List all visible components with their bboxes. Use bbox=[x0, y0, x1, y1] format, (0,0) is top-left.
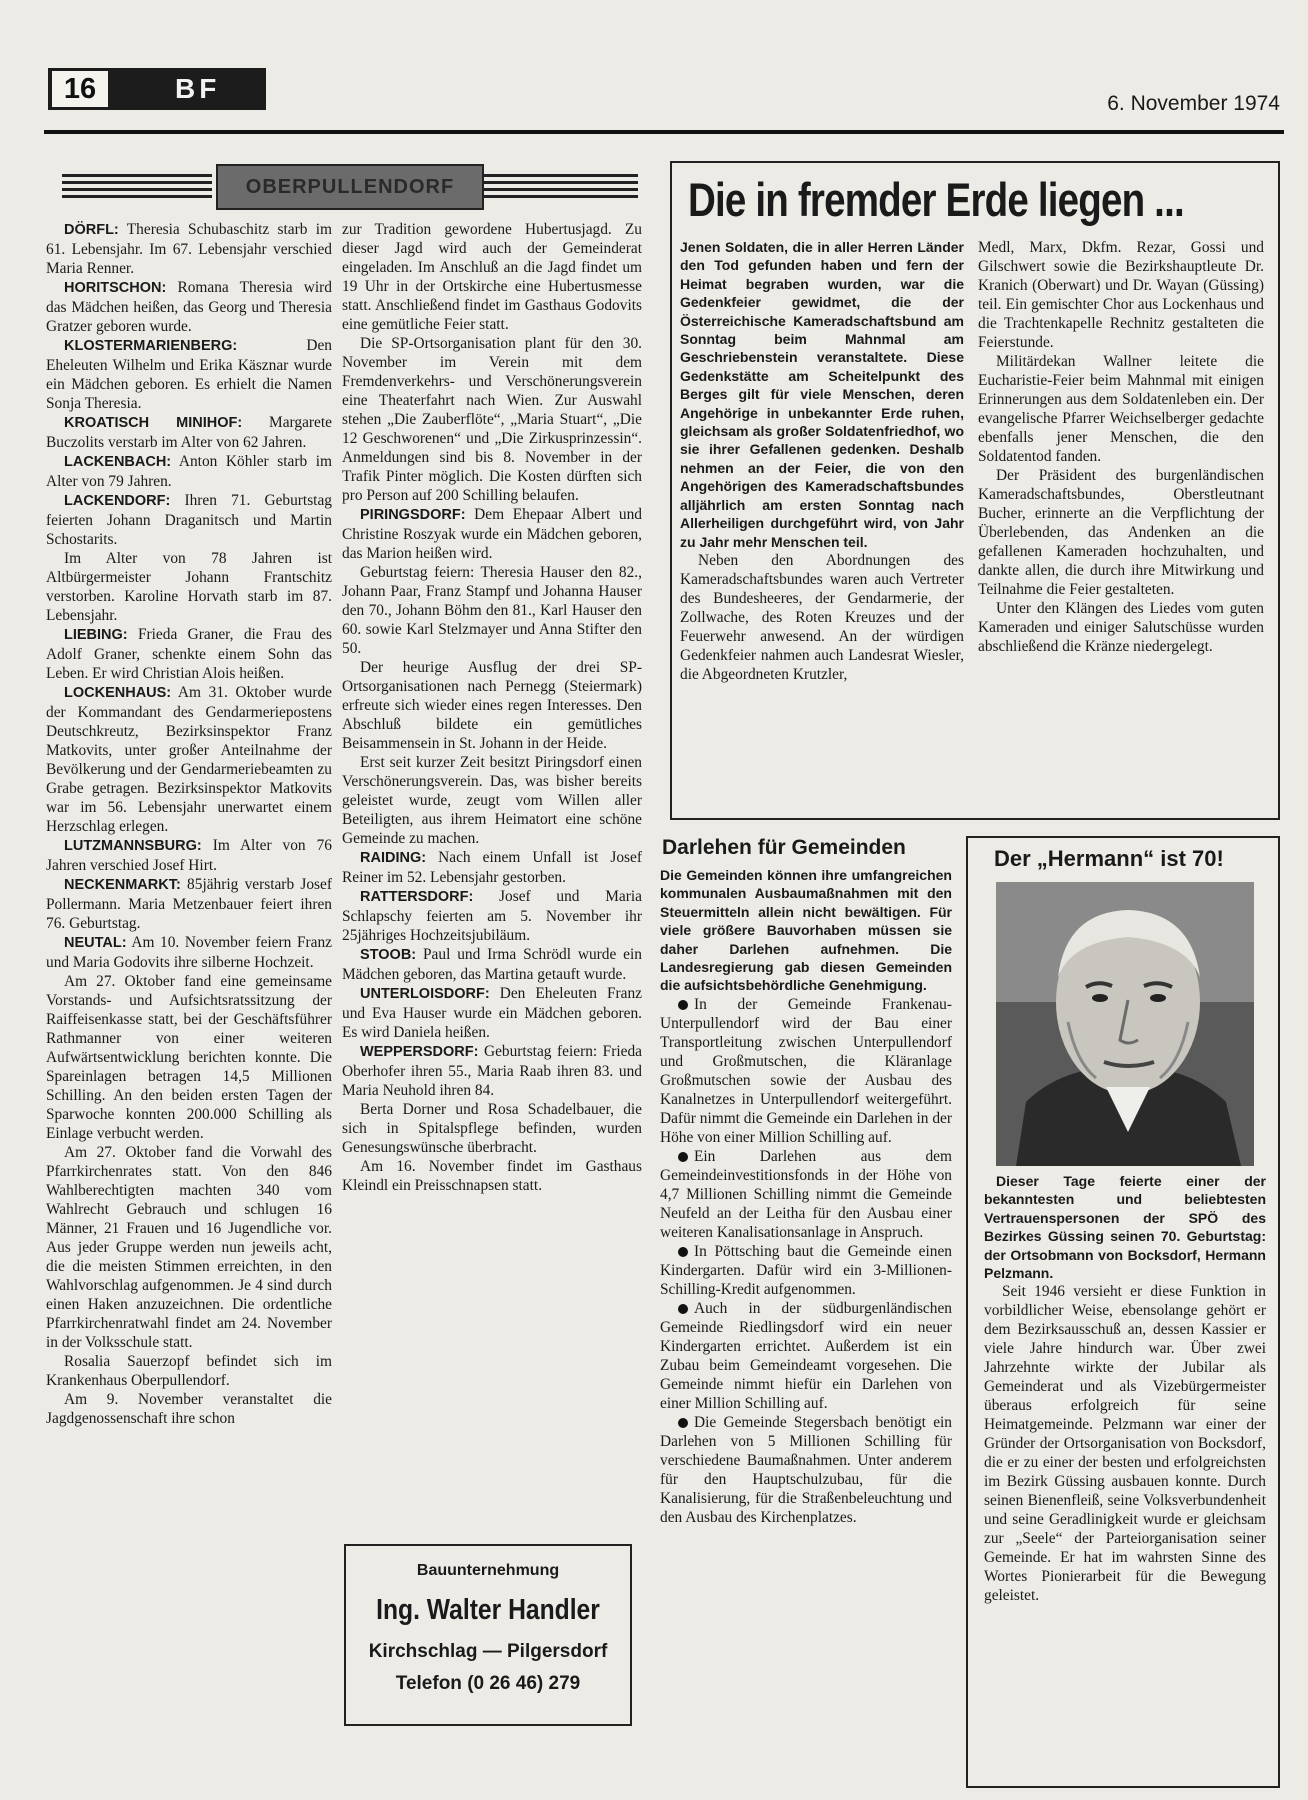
birthday-column bbox=[984, 1172, 1266, 1605]
col1-paragraph bbox=[46, 491, 332, 549]
place-name: STOOB: bbox=[360, 947, 417, 963]
portrait-photo bbox=[996, 882, 1254, 1166]
loans-column bbox=[660, 866, 952, 1527]
place-name: LIEBING: bbox=[64, 627, 128, 643]
place-name: NECKENMARKT: bbox=[64, 877, 181, 893]
place-name: LOCKENHAUS: bbox=[64, 685, 172, 701]
col1-paragraph bbox=[46, 1143, 332, 1352]
news-text: Am 9. November veranstaltet die Jagdgenossenschaft ihre schon bbox=[46, 1391, 332, 1427]
news-text: Romana Theresia wird das Mädchen heißen, das Georg und Theresia Gratzer geboren wurde. bbox=[46, 279, 332, 335]
place-name: HORITSCHON: bbox=[64, 280, 167, 296]
place-name: RAIDING: bbox=[360, 850, 427, 866]
news-text: Geburtstag feiern: Frieda Oberhofer ihren 55., Maria Raab ihren 83. und Maria Neuhold ihren 84. bbox=[342, 1043, 642, 1099]
col1-paragraph bbox=[46, 549, 332, 625]
news-text: zur Tradition gewordene Hubertusjagd. Zu dieser Jagd wird auch der Gemeinderat eingeladen. Im Anschluß an die Jagd findet um 19 Uhr in der Ortskirche eine Hubertusmesse statt. Anschließend findet im Gasthaus Godovits eine gemütliche Feier statt. bbox=[342, 221, 642, 333]
section-label: OBERPULLENDORF bbox=[216, 164, 484, 210]
place-name: UNTERLOISDORF: bbox=[360, 986, 490, 1002]
news-text: Am 10. November feiern Franz und Maria Godovits ihre silberne Hochzeit. bbox=[46, 934, 332, 971]
birthday-body: Seit 1946 versieht er diese Funktion in vorbildlicher Weise, ebensolange gehört er dem Bezirksausschuß an, dessen Kassier er viele Jahre hindurch war. Über zwei Jahrzehnte wirkte der Jubilar als Gemeinderat und als Vizebürgermeister überaus erfolgreich für seine Heimatgemeinde. Pelzmann war einer der Gründer der Ortsorganisation von Bocksdorf, die er zu einer der besten und erfolgreichsten im Bezirk Güssing ausbauen konnte. Durch seinen Bienenfleiß, seine Volksverbundenheit und seine Geradlinigkeit wurde er gleichsam zur „Seele“ der Parteiorganisation seiner Gemeinde. Er hat im wahrsten Sinne des Wortes Pionierarbeit für die Bewegung geleistet. bbox=[984, 1283, 1266, 1605]
news-text: Am 27. Oktober fand die Vorwahl des Pfarrkirchenrates statt. Von den 846 Wahlberechtigten machten 340 vom Wahlrecht Gebrauch und schlugen 16 Männer, 21 Frauen und 16 Jugendliche vor. Aus jeder Gruppe werden nun jeweils acht, die die meisten Stimmen erreichten, in den Wahlvorschlag aufgenommen. Je 4 sind durch einen Haken anzuzeichnen. Die ordentliche Pfarrkirchenratwahl findet am 24. November in der Volksschule statt. bbox=[46, 1144, 332, 1351]
news-text: Den Eheleuten Franz und Eva Hauser wurde ein Mädchen geboren. Es wird Daniela heißen. bbox=[342, 985, 642, 1041]
news-text: Josef und Maria Schlapschy feierten am 5. November ihr 25jähriges Hochzeitsjubiläum. bbox=[342, 888, 642, 944]
news-text: 85jährig verstarb Josef Pollermann. Maria Metzenbauer feiert ihren 76. Geburtstag. bbox=[46, 876, 332, 932]
news-text: Frieda Graner, die Frau des Adolf Graner, schenkte einem Sohn das Leben. Er wird Christian Alois heißen. bbox=[46, 626, 332, 682]
portrait-image bbox=[996, 882, 1254, 1166]
bullet-icon bbox=[678, 1000, 688, 1010]
local-news-column-1 bbox=[46, 220, 332, 1428]
news-text: Den Eheleuten Wilhelm und Erika Käsznar wurde ein Mädchen geboren. Es erhielt die Namen Sonja Theresia. bbox=[46, 337, 332, 412]
headline-loans: Darlehen für Gemeinden bbox=[662, 836, 906, 859]
headline-birthday: Der „Hermann“ ist 70! bbox=[994, 846, 1224, 871]
place-name: NEUTAL: bbox=[64, 935, 127, 951]
memorial-paragraph-1: Neben den Abordnungen des Kameradschaftsbundes waren auch Vertreter des Bundesheeres, der Gendarmerie, der Zollwache, des Roten Kreuzes und der Feuerwehr anwesend. An der würdigen Gedenkfeier nahmen auch Landesrat Wiesler, die Abgeordneten Krutzler, bbox=[680, 551, 964, 683]
loans-item-3: In Pöttsching baut die Gemeinde einen Kindergarten. Dafür wird ein 3-Millionen-Schilling-Kredit aufgenommen. bbox=[660, 1242, 952, 1298]
bullet-icon bbox=[678, 1152, 688, 1162]
place-name: DÖRFL: bbox=[64, 222, 119, 238]
memorial-column-1 bbox=[680, 238, 964, 684]
col2-paragraph bbox=[342, 984, 642, 1042]
page-number: 16 bbox=[52, 71, 108, 107]
ad-line-2: Ing. Walter Handler bbox=[376, 1594, 600, 1626]
news-text: Theresia Schubaschitz starb im 61. Lebensjahr. Im 67. Lebensjahr verschied Maria Renner. bbox=[46, 221, 332, 277]
news-text: Rosalia Sauerzopf befindet sich im Krankenhaus Oberpullendorf. bbox=[46, 1353, 332, 1389]
memorial-paragraph-2: Medl, Marx, Dkfm. Rezar, Gossi und Gilschwert sowie die Bezirkshauptleute Dr. Kranich (Oberwart) und Dr. Wayan (Güssing) teil. Ein gemischter Chor aus Lockenhaus und die Trachtenkapelle Rechnitz gestalteten die Feierstunde. bbox=[978, 239, 1264, 351]
place-name: LACKENBACH: bbox=[64, 454, 172, 470]
col1-paragraph bbox=[46, 1352, 332, 1390]
col1-paragraph bbox=[46, 336, 332, 413]
place-name: LUTZMANNSBURG: bbox=[64, 838, 202, 854]
col1-paragraph bbox=[46, 278, 332, 336]
place-name: LACKENDORF: bbox=[64, 493, 171, 509]
ad-line-3: Kirchschlag — Pilgersdorf bbox=[368, 1641, 608, 1662]
bullet-icon bbox=[678, 1247, 688, 1257]
col1-paragraph bbox=[46, 836, 332, 875]
advertisement-box bbox=[344, 1544, 632, 1726]
news-text: Am 16. November findet im Gasthaus Kleindl ein Preisschnapsen statt. bbox=[342, 1158, 642, 1194]
col2-paragraph bbox=[342, 1100, 642, 1157]
memorial-paragraph-4: Der Präsident des burgenländischen Kameradschaftsbundes, Oberstleutnant Bucher, erinnerte an die Verpflichtung der Überlebenden, das Andenken an die gefallenen Kameraden hochzuhalten, und dankte allen, die durch ihre Mitwirkung und Teilnahme die Feier gestalteten. bbox=[978, 467, 1264, 598]
news-text: Anton Köhler starb im Alter von 79 Jahren. bbox=[46, 453, 332, 490]
place-name: KROATISCH MINIHOF: bbox=[64, 415, 243, 431]
col1-paragraph bbox=[46, 1390, 332, 1428]
news-text: Nach einem Unfall ist Josef Reiner im 52. Lebensjahr gestorben. bbox=[342, 849, 642, 886]
col1-paragraph bbox=[46, 452, 332, 491]
loans-item-4: Auch in der südburgenländischen Gemeinde Riedlingsdorf wird ein neuer Kindergarten errichtet. Außerdem ist ein Zubau beim Gemeindeamt vorgesehen. Die Gemeinde nimmt hiefür ein Darlehen von einer Million Schilling auf. bbox=[660, 1299, 952, 1412]
col1-paragraph bbox=[46, 683, 332, 836]
news-text: Geburtstag feiern: Theresia Hauser den 82., Johann Paar, Franz Stampf und Johanna Hauser den 70., Johann Böhm den 81., Karl Hauser den 60. sowie Karl Stelzmayer und Anna Stifter den 50. bbox=[342, 564, 642, 657]
section-abbrev: BF bbox=[175, 73, 221, 104]
ribbon-stripes-left bbox=[62, 174, 212, 198]
news-text: Die SP-Ortsorganisation plant für den 30. November im Verein mit dem Fremdenverkehrs- und Verschönerungsverein eine Theaterfahrt nach Wien. Zur Auswahl stehen „Die Zauberflöte“, „Maria Stuart“, „Die 12 Geschworenen“ und „Die Zirkusprinzessin“. Anmeldungen sind bis 8. November in der Trafik Pinter möglich. Die Kosten dürften sich pro Person auf 200 Schilling belaufen. bbox=[342, 335, 642, 504]
col2-paragraph bbox=[342, 334, 642, 505]
col1-paragraph bbox=[46, 625, 332, 683]
news-text: Im Alter von 78 Jahren ist Altbürgermeister Johann Frantschitz verstorben. Karoline Horvath starb im 87. Lebensjahr. bbox=[46, 550, 332, 624]
memorial-paragraph-3: Militärdekan Wallner leitete die Eucharistie-Feier beim Mahnmal mit einigen Erinnerungen aus dem Soldatenleben ein. Der evangelische Pfarrer Weichselberger gedachte ebenfalls jener Menschen, die den Soldatentod fanden. bbox=[978, 353, 1264, 465]
news-text: Ihren 71. Geburtstag feierten Johann Draganitsch und Martin Schostarits. bbox=[46, 492, 332, 548]
bullet-icon bbox=[678, 1418, 688, 1428]
place-name: KLOSTERMARIENBERG: bbox=[64, 338, 238, 354]
col1-paragraph bbox=[46, 933, 332, 972]
ad-line-1: Bauunternehmung bbox=[416, 1562, 560, 1579]
loans-item-2: Ein Darlehen aus dem Gemeindeinvestitionsfonds in der Höhe von 4,7 Millionen Schilling nimmt die Gemeinde Neufeld an der Leitha für den Ausbau einer weiteren Kanalisationsanlage in Anspruch. bbox=[660, 1147, 952, 1241]
issue-date: 6. November 1974 bbox=[1107, 92, 1280, 115]
col2-paragraph bbox=[342, 1042, 642, 1100]
col2-paragraph bbox=[342, 945, 642, 984]
col2-paragraph bbox=[342, 658, 642, 753]
memorial-column-2 bbox=[978, 238, 1264, 656]
col1-paragraph bbox=[46, 875, 332, 933]
ad-line-4: Telefon (0 26 46) 279 bbox=[395, 1673, 581, 1694]
ribbon-stripes-right bbox=[484, 174, 638, 198]
loans-item-1: In der Gemeinde Frankenau-Unterpullendorf wird der Bau einer Transportleitung zwischen Unterpullendorf und Großmutschen, die Kläranlage Großmutschen sowie der Ausbau des Kanalnetzes in Unterpullendorf weitergeführt. Dafür nimmt die Gemeinde ein Darlehen in der Höhe von einer Million Schilling auf. bbox=[660, 995, 952, 1146]
loans-lead: Die Gemeinden können ihre umfangreichen kommunalen Ausbaumaßnahmen mit den Steuermitteln allein nicht bewältigen. Für viele größere Bauvorhaben müssen sie daher Darlehen aufnehmen. Die Landesregierung gab diesen Gemeinden die aufsichtsbehördliche Genehmigung. bbox=[660, 867, 952, 994]
news-text: Berta Dorner und Rosa Schadelbauer, die sich in Spitalspflege befinden, wurden Genesungswünsche überbracht. bbox=[342, 1101, 642, 1156]
place-name: RATTERSDORF: bbox=[360, 889, 474, 905]
news-text: Im Alter von 76 Jahren verschied Josef Hirt. bbox=[46, 837, 332, 874]
col2-paragraph bbox=[342, 887, 642, 945]
place-name: WEPPERSDORF: bbox=[360, 1044, 479, 1060]
news-text: Am 27. Oktober fand eine gemeinsame Vorstands- und Aufsichtsratssitzung der Raiffeisenkasse statt, bei der Geschäftsführer Rathmanner von einer weiteren Aufwärtsentwicklung berichten konnte. Die Spareinlagen betragen 14,5 Millionen Schilling. An den beiden ersten Tagen der Sparwoche konnten 200.000 Schilling als Einlage verbucht werden. bbox=[46, 973, 332, 1142]
col1-paragraph bbox=[46, 413, 332, 452]
loans-item-5: Die Gemeinde Stegersbach benötigt ein Darlehen von 5 Millionen Schilling für verschiedene Baumaßnahmen. Unter anderem für den Hauptschulzubau, für die Kanalisierung, für die Straßenbeleuchtung und den Ausbau des Kirchenplatzes. bbox=[660, 1413, 952, 1526]
col2-paragraph bbox=[342, 848, 642, 887]
news-text: Margarete Buczolits verstarb im Alter von 62 Jahren. bbox=[46, 414, 332, 451]
headline-memorial: Die in fremder Erde liegen ... bbox=[688, 173, 1184, 226]
col2-paragraph bbox=[342, 505, 642, 563]
col1-paragraph bbox=[46, 220, 332, 278]
local-news-column-2 bbox=[342, 220, 642, 1195]
news-text: Am 31. Oktober wurde der Kommandant des Gendarmeriepostens Deutschkreutz, Bezirksinspektor Franz Matkovits, unter großer Anteilnahme der Bevölkerung und der Gendarmeriebeamten zu Grabe getragen. Bezirksinspektor Matkovits war im 56. Lebensjahr unerwartet einem Herzschlag erlegen. bbox=[46, 684, 333, 835]
place-name: PIRINGSDORF: bbox=[360, 507, 466, 523]
bullet-icon bbox=[678, 1304, 688, 1314]
header-rule bbox=[44, 130, 1284, 134]
memorial-paragraph-5: Unter den Klängen des Liedes vom guten Kameraden und einiger Salutschüsse wurden abschließend die Kränze niedergelegt. bbox=[978, 600, 1264, 655]
col2-paragraph bbox=[342, 753, 642, 848]
news-text: Der heurige Ausflug der drei SP-Ortsorganisationen nach Pernegg (Steiermark) erfreute sich wieder eines regen Interesses. Den Abschluß bildete ein gemütliches Beisammensein in St. Johann in der Heide. bbox=[342, 659, 642, 752]
col1-paragraph bbox=[46, 972, 332, 1143]
news-text: Dem Ehepaar Albert und Christine Roszyak wurde ein Mädchen geboren, das Marion heißen wird. bbox=[342, 506, 642, 562]
col2-paragraph bbox=[342, 220, 642, 334]
birthday-caption: Dieser Tage feierte einer der bekanntesten und beliebtesten Vertrauenspersonen der SPÖ des Bezirkes Güssing seinen 70. Geburtstag: der Ortsobmann von Bocksdorf, Hermann Pelzmann. bbox=[984, 1173, 1266, 1282]
col2-paragraph bbox=[342, 1157, 642, 1195]
col2-paragraph bbox=[342, 563, 642, 658]
news-text: Erst seit kurzer Zeit besitzt Piringsdorf einen Verschönerungsverein. Das, was bisher bereits geleistet wurde, zeugt vom Willen aller Beteiligten, aus ihrem Heimatort eine schöne Gemeinde zu machen. bbox=[342, 754, 642, 847]
memorial-lead: Jenen Soldaten, die in aller Herren Länder den Tod gefunden haben und fern der Heimat begraben wurden, war die Gedenkfeier gewidmet, die der Österreichische Kameradschaftsbund am Sonntag beim Mahnmal am Geschriebenstein veranstaltete. Diese Gedenkstätte am Scheitelpunkt des Berges gilt für viele Menschen, deren Angehörige in unbekannter Erde ruhen, gleichsam als großer Soldatenfriedhof, wo sie ihrer Gefallenen gedenken. Deshalb nehmen an der Feier, die von den Angehörigen des Kameradschaftsbundes alljährlich am ersten Sonntag nach Allerheiligen durchgeführt wird, von Jahr zu Jahr mehr Menschen teil. bbox=[680, 239, 964, 550]
news-text: Paul und Irma Schrödl wurde ein Mädchen geboren, das Martina getauft wurde. bbox=[342, 946, 642, 983]
